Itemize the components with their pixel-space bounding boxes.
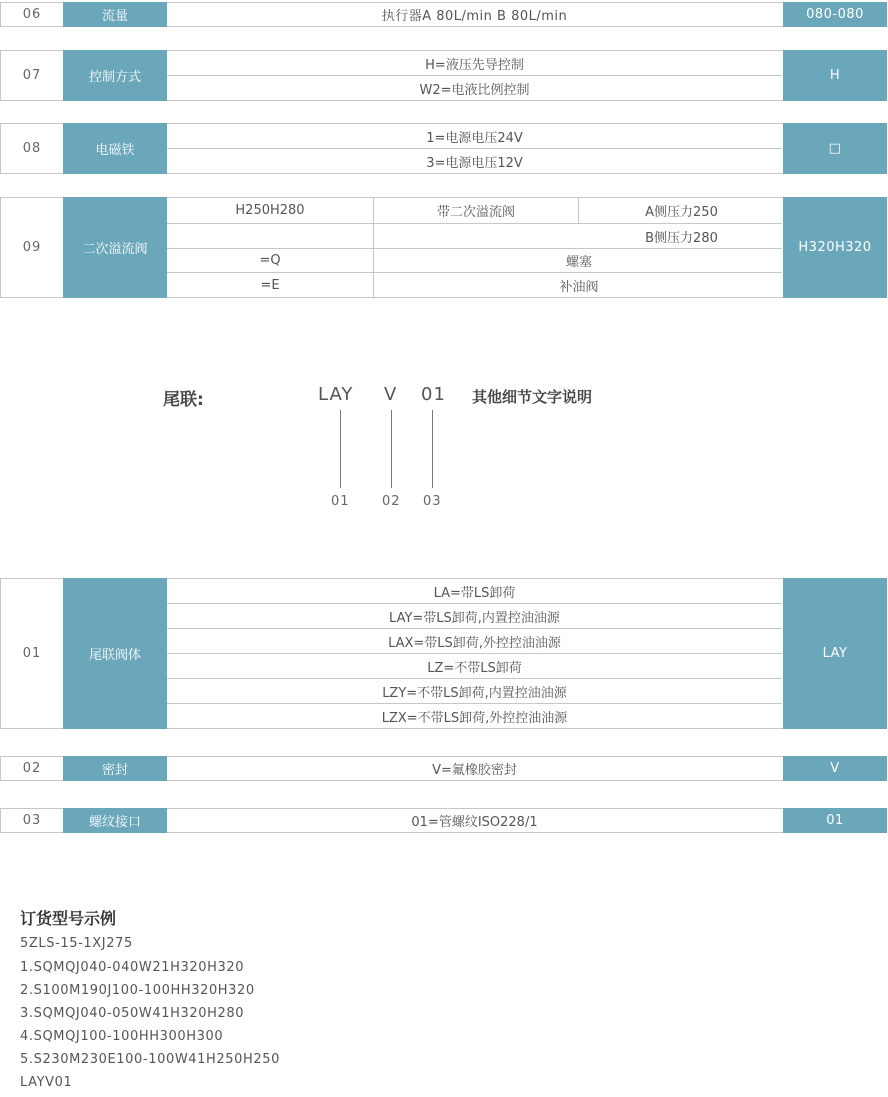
tail-title: 尾联: [163, 390, 204, 410]
row-code: □ [783, 123, 887, 174]
row-code: 01 [783, 808, 887, 833]
option-line: LZ=不带LS卸荷 [167, 654, 782, 679]
row-08 [0, 123, 887, 174]
option-line: LAY=带LS卸荷,内置控油油源 [167, 604, 782, 629]
order-example-line: LAYV01 [20, 1075, 73, 1090]
option-e-code: =E [260, 277, 280, 293]
option-line: LZY=不带LS卸荷,内置控油油源 [167, 679, 782, 704]
row-number: 02 [22, 761, 42, 776]
option-line: H=液压先导控制 [167, 51, 782, 76]
option-line: W2=电液比例控制 [419, 82, 530, 98]
option-line: 01=管螺纹ISO228/1 [411, 815, 538, 830]
row-code: V [783, 756, 887, 781]
row-code: 080-080 [783, 2, 887, 27]
row-number: 09 [22, 240, 42, 255]
row-number: 06 [22, 7, 42, 22]
row-07 [0, 50, 887, 101]
row-number: 07 [22, 68, 42, 83]
option-q-code: =Q [259, 253, 281, 268]
b-side-pressure: B侧压力280 [645, 230, 718, 246]
callout-line-02 [391, 410, 392, 488]
order-example-line: 5.S230M230E100-100W41H250H250 [20, 1052, 281, 1067]
row-number: 08 [22, 141, 42, 156]
callout-number-03: 03 [423, 494, 442, 509]
option-line: LZX=不带LS卸荷,外控控油油源 [381, 710, 568, 726]
row-label: 电磁铁 [63, 123, 167, 174]
row-label: 控制方式 [63, 50, 167, 101]
row-number: 01 [22, 646, 42, 661]
flow-text: 执行器A 80L/min B 80L/min [381, 9, 568, 24]
callout-line-03 [432, 410, 433, 488]
option-line: 1=电源电压24V [167, 124, 782, 149]
row-code: LAY [783, 578, 887, 729]
tail-code-lay: LAY [318, 384, 354, 405]
option-e-desc: 补油阀 [559, 279, 599, 295]
row-label: 尾联阀体 [63, 578, 167, 729]
option-line: 3=电源电压12V [426, 155, 523, 171]
option-q-desc: 螺塞 [565, 255, 592, 270]
row-label: 流量 [63, 2, 167, 27]
order-example-line: 2.S100M190J100-100HH320H320 [20, 983, 255, 998]
option-line: V=氟橡胶密封 [432, 763, 517, 778]
tail-description: 其他细节文字说明 [472, 388, 593, 406]
row-label: 螺纹接口 [63, 808, 167, 833]
tail-code-01: 01 [421, 384, 446, 405]
callout-line-01 [340, 410, 341, 488]
secondary-relief: 带二次溢流阀 [436, 205, 515, 220]
order-example-line: 4.SQMQJ100-100HH300H300 [20, 1029, 224, 1044]
pressure-range: H250H280 [235, 203, 305, 218]
row-tail-01 [0, 578, 887, 729]
order-example-line: 1.SQMQJ040-040W21H320H320 [20, 960, 245, 975]
callout-number-01: 01 [331, 494, 350, 509]
a-side-pressure: A侧压力250 [645, 205, 718, 220]
row-06 [0, 2, 887, 27]
row-number: 03 [22, 813, 42, 828]
option-line: LA=带LS卸荷 [167, 579, 782, 604]
row-label: 二次溢流阀 [63, 197, 167, 298]
row-code: H [783, 50, 887, 101]
row-label: 密封 [63, 756, 167, 781]
option-line: LAX=带LS卸荷,外控控油油源 [167, 629, 782, 654]
row-tail-03 [0, 808, 887, 833]
callout-number-02: 02 [382, 494, 401, 509]
order-example-line: 5ZLS-15-1XJ275 [20, 936, 133, 951]
row-tail-02 [0, 756, 887, 781]
row-code: H320H320 [783, 197, 887, 298]
order-example-title: 订货型号示例 [20, 909, 117, 928]
row-09 [0, 197, 887, 298]
tail-code-v: V [384, 384, 398, 405]
order-example-line: 3.SQMQJ040-050W41H320H280 [20, 1006, 245, 1021]
